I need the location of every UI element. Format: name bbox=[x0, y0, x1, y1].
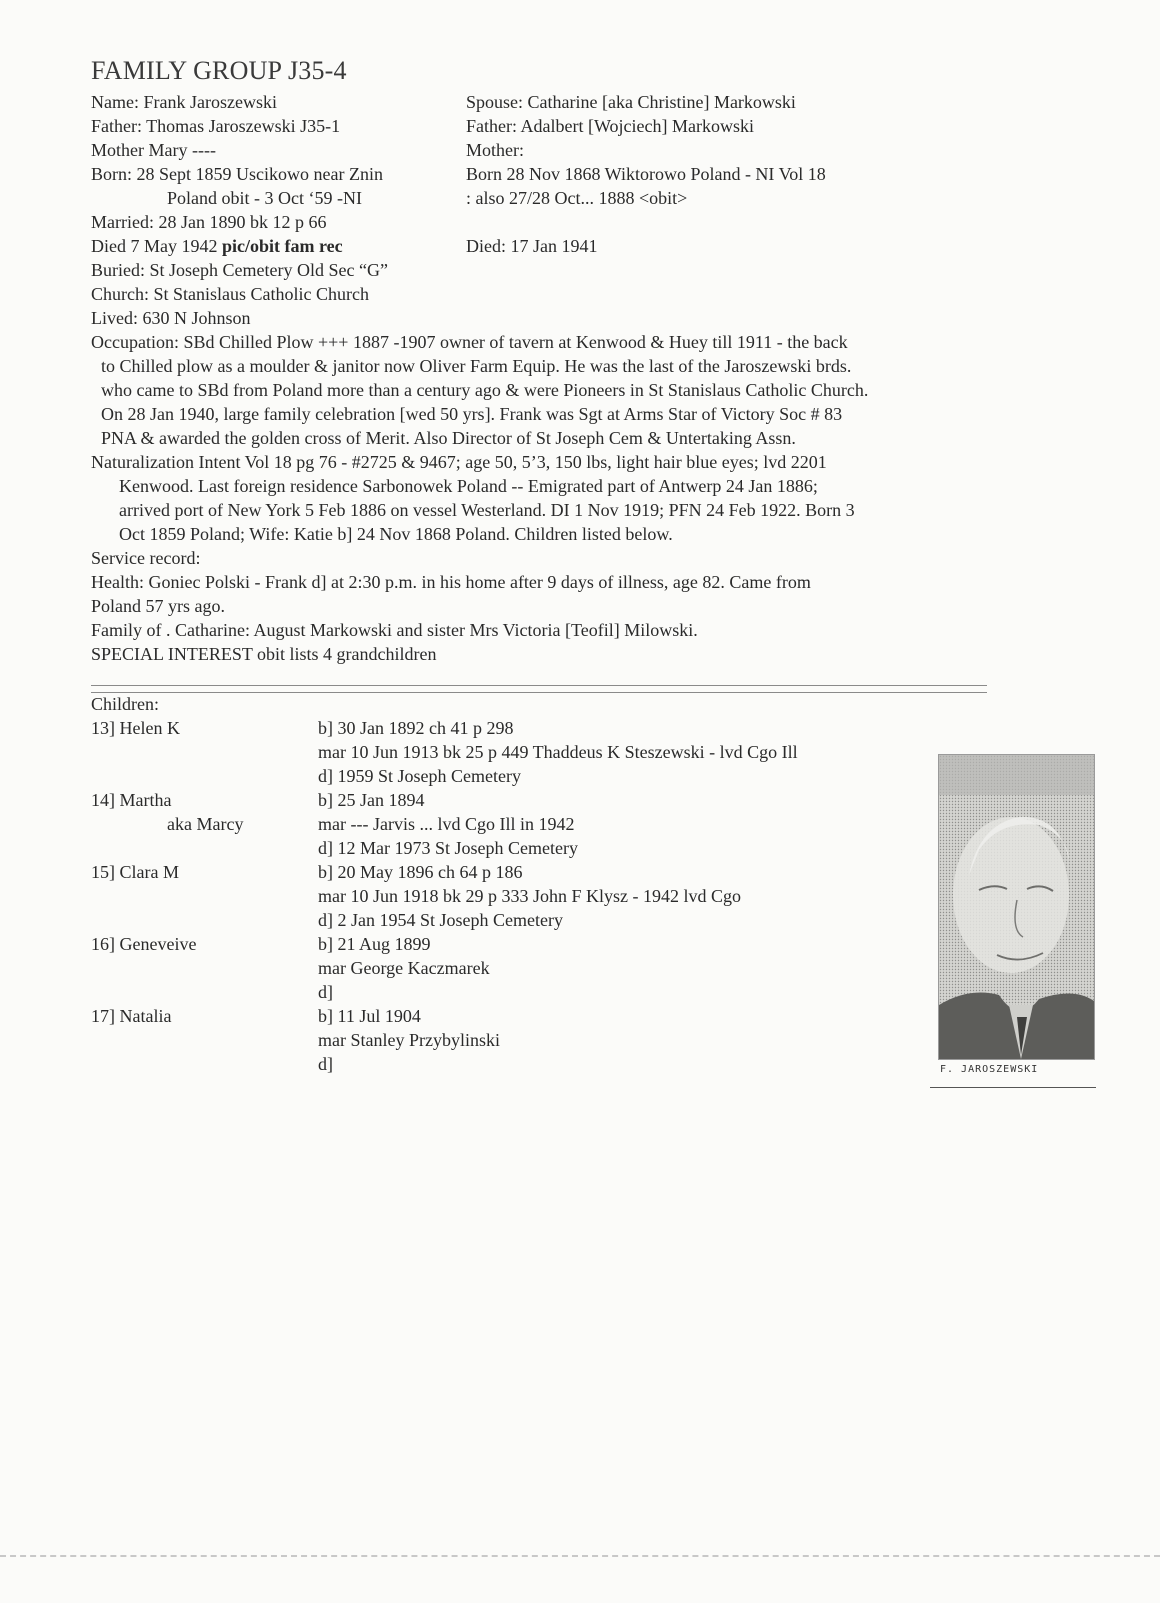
service-record-line: Service record: bbox=[91, 548, 201, 568]
father-field: Father: Thomas Jaroszewski J35-1 bbox=[91, 116, 341, 136]
spouse-born-alt-field: : also 27/28 Oct... 1888 <obit> bbox=[466, 188, 688, 208]
occupation-line: PNA & awarded the golden cross of Merit. Also Director of St Joseph Cem & Untertaking Assn. bbox=[101, 428, 796, 448]
page-title: FAMILY GROUP J35-4 bbox=[91, 56, 347, 85]
naturalization-line: Naturalization Intent Vol 18 pg 76 - #2725 & 9467; age 50, 5’3, 150 lbs, light hair blue eyes; lvd 2201 bbox=[91, 452, 827, 472]
name-field: Name: Frank Jaroszewski bbox=[91, 92, 277, 112]
occupation-line: who came to SBd from Poland more than a century ago & were Pioneers in St Stanislaus Catholic Church. bbox=[101, 380, 869, 400]
child-detail: mar 10 Jun 1913 bk 25 p 449 Thaddeus K Steszewski - lvd Cgo Ill bbox=[318, 742, 798, 762]
mother-field: Mother Mary ---- bbox=[91, 140, 216, 160]
child-detail: b] 20 May 1896 ch 64 p 186 bbox=[318, 862, 523, 882]
child-name: 13] Helen K bbox=[91, 718, 180, 738]
occupation-line: Occupation: SBd Chilled Plow +++ 1887 -1907 owner of tavern at Kenwood & Huey till 1911 - the back bbox=[91, 332, 848, 352]
born-field: Born: 28 Sept 1859 Uscikowo near Znin bbox=[91, 164, 383, 184]
children-heading: Children: bbox=[91, 694, 159, 714]
child-detail: mar George Kaczmarek bbox=[318, 958, 490, 978]
child-detail: mar --- Jarvis ... lvd Cgo Ill in 1942 bbox=[318, 814, 575, 834]
child-detail: b] 21 Aug 1899 bbox=[318, 934, 431, 954]
naturalization-line: Oct 1859 Poland; Wife: Katie b] 24 Nov 1868 Poland. Children listed below. bbox=[119, 524, 673, 544]
portrait-photo bbox=[938, 754, 1095, 1060]
died-field bbox=[91, 234, 343, 258]
married-field: Married: 28 Jan 1890 bk 12 p 66 bbox=[91, 212, 327, 232]
child-name: 15] Clara M bbox=[91, 862, 179, 882]
spouse-father-field: Father: Adalbert [Wojciech] Markowski bbox=[466, 116, 754, 136]
scan-edge-divider bbox=[0, 1555, 1160, 1557]
born-field-continued: Poland obit - 3 Oct ‘59 -NI bbox=[167, 188, 362, 208]
child-detail: d] 12 Mar 1973 St Joseph Cemetery bbox=[318, 838, 578, 858]
health-line-continued: Poland 57 yrs ago. bbox=[91, 596, 225, 616]
naturalization-line: Kenwood. Last foreign residence Sarbonowek Poland -- Emigrated part of Antwerp 24 Jan 1886; bbox=[119, 476, 818, 496]
naturalization-line: arrived port of New York 5 Feb 1886 on vessel Westerland. DI 1 Nov 1919; PFN 24 Feb 1922. Born 3 bbox=[119, 500, 855, 520]
died-field-source: pic/obit fam rec bbox=[221, 236, 343, 256]
child-name: 16] Geneveive bbox=[91, 934, 197, 954]
double-rule-divider bbox=[91, 685, 987, 693]
child-name: 14] Martha bbox=[91, 790, 172, 810]
spouse-died-field: Died: 17 Jan 1941 bbox=[466, 236, 598, 256]
child-detail: b] 11 Jul 1904 bbox=[318, 1006, 421, 1026]
child-detail: d] 1959 St Joseph Cemetery bbox=[318, 766, 521, 786]
child-detail: d] 2 Jan 1954 St Joseph Cemetery bbox=[318, 910, 563, 930]
child-name: 17] Natalia bbox=[91, 1006, 172, 1026]
child-detail: b] 25 Jan 1894 bbox=[318, 790, 425, 810]
photo-caption: F. JAROSZEWSKI bbox=[940, 1064, 1039, 1075]
buried-field: Buried: St Joseph Cemetery Old Sec “G” bbox=[91, 260, 388, 280]
spouse-field: Spouse: Catharine [aka Christine] Markowski bbox=[466, 92, 796, 112]
special-interest-line: SPECIAL INTEREST obit lists 4 grandchildren bbox=[91, 644, 437, 664]
child-detail: mar Stanley Przybylinski bbox=[318, 1030, 500, 1050]
health-line: Health: Goniec Polski - Frank d] at 2:30 p.m. in his home after 9 days of illness, age 82. Came from bbox=[91, 572, 811, 592]
child-detail: d] bbox=[318, 982, 333, 1002]
child-detail: d] bbox=[318, 1054, 333, 1074]
died-field-text: Died 7 May 1942 bbox=[91, 236, 222, 256]
portrait-illustration bbox=[939, 755, 1094, 1059]
child-alias: aka Marcy bbox=[167, 814, 244, 834]
spouse-mother-field: Mother: bbox=[466, 140, 524, 160]
child-detail: b] 30 Jan 1892 ch 41 p 298 bbox=[318, 718, 514, 738]
photo-underline bbox=[930, 1087, 1096, 1088]
church-field: Church: St Stanislaus Catholic Church bbox=[91, 284, 369, 304]
occupation-line: On 28 Jan 1940, large family celebration [wed 50 yrs]. Frank was Sgt at Arms Star of Victory Soc # 83 bbox=[101, 404, 843, 424]
child-detail: mar 10 Jun 1918 bk 29 p 333 John F Klysz - 1942 lvd Cgo bbox=[318, 886, 741, 906]
family-of-line: Family of . Catharine: August Markowski and sister Mrs Victoria [Teofil] Milowski. bbox=[91, 620, 698, 640]
lived-field: Lived: 630 N Johnson bbox=[91, 308, 251, 328]
spouse-born-field: Born 28 Nov 1868 Wiktorowo Poland - NI Vol 18 bbox=[466, 164, 826, 184]
occupation-line: to Chilled plow as a moulder & janitor now Oliver Farm Equip. He was the last of the Jaroszewski brds. bbox=[101, 356, 852, 376]
